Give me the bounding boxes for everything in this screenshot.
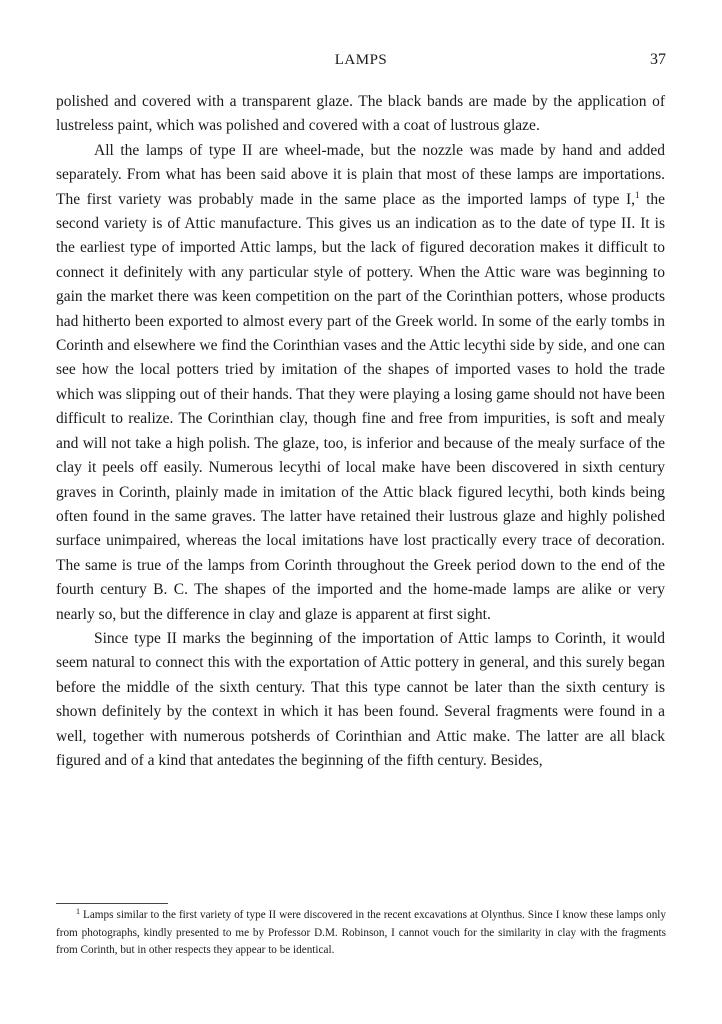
footnote-mark: 1 xyxy=(76,907,80,916)
footnote-reference[interactable]: 1 xyxy=(635,189,640,200)
body-text xyxy=(56,90,665,773)
footnote-text: Lamps similar to the first variety of type II were discovered in the recent excavations at Olynthus. Since I know these lamps only from photographs, kindly presented to me by Professor D.M. Robinson, I cannot vouch for the similarity in clay with the fragments from Corinth, but in other respects they appear to be identical. xyxy=(56,909,666,956)
paragraph-importation: Since type II marks the beginning of the importation of Attic lamps to Corinth, it would seem natural to connect this with the exportation of Attic pottery in general, and this surely began before the middle of the sixth century. That this type cannot be later than the sixth century is shown definitely by the context in which it has been found. Several fragments were found in a well, together with numerous potsherds of Corinthian and Attic make. The latter are all black figured and of a kind that antedates the beginning of the fifth century. Besides, xyxy=(56,629,665,769)
paragraph-lamps-type-ii xyxy=(56,139,665,627)
running-head-title: LAMPS xyxy=(334,52,388,68)
paragraph-text-after-ref: the second variety is of Attic manufacture. This gives us an indication as to the date of type II. It is the earliest type of imported Attic lamps, but the lack of figured decoration makes it difficult to connect it definitely with any particular style of pottery. When the Attic ware was beginning to gain the market there was keen competition on the part of the Corinthian potters, whose products had hitherto been exported to almost every part of the Greek world. In some of the early tombs in Corinth and elsewhere we find the Corinthian vases and the Attic lecythi side by side, and one can see how the local potters tried by imitation of the shapes of imported vases to hold the trade which was slipping out of their hands. That they were playing a losing game should not have been difficult to realize. The Corinthian clay, though fine and free from impurities, is soft and mealy and will not take a high polish. The glaze, too, is inferior and because of the mealy surface of the clay it peels off easily. Numerous lecythi of local make have been discovered in sixth century graves in Corinth, plainly made in imitation of the Attic black figured lecythi, both kinds being often found in the same graves. The latter have retained their lustrous glaze and highly polished surface unimpaired, whereas the local imitations have lost practically every trace of decoration. The same is true of the lamps from Corinth throughout the Greek period down to the end of the fourth century B. C. The shapes of the imported and the home-made lamps are alike or very nearly so, but the difference in clay and glaze is apparent at first sight. xyxy=(56,190,666,623)
footnote-divider xyxy=(56,903,168,904)
paragraph-text-before-ref: All the lamps of type II are wheel-made, but the nozzle was made by hand and added separately. From what has been said above it is plain that most of these lamps are importations. The first variety was probably made in the same place as the imported lamps of type I, xyxy=(56,141,665,208)
page-number: 37 xyxy=(650,51,666,68)
paragraph-continuation: polished and covered with a transparent glaze. The black bands are made by the application of lustreless paint, which was polished and covered with a coat of lustrous glaze. xyxy=(56,93,665,135)
running-head xyxy=(56,52,666,72)
footnote xyxy=(56,907,666,960)
